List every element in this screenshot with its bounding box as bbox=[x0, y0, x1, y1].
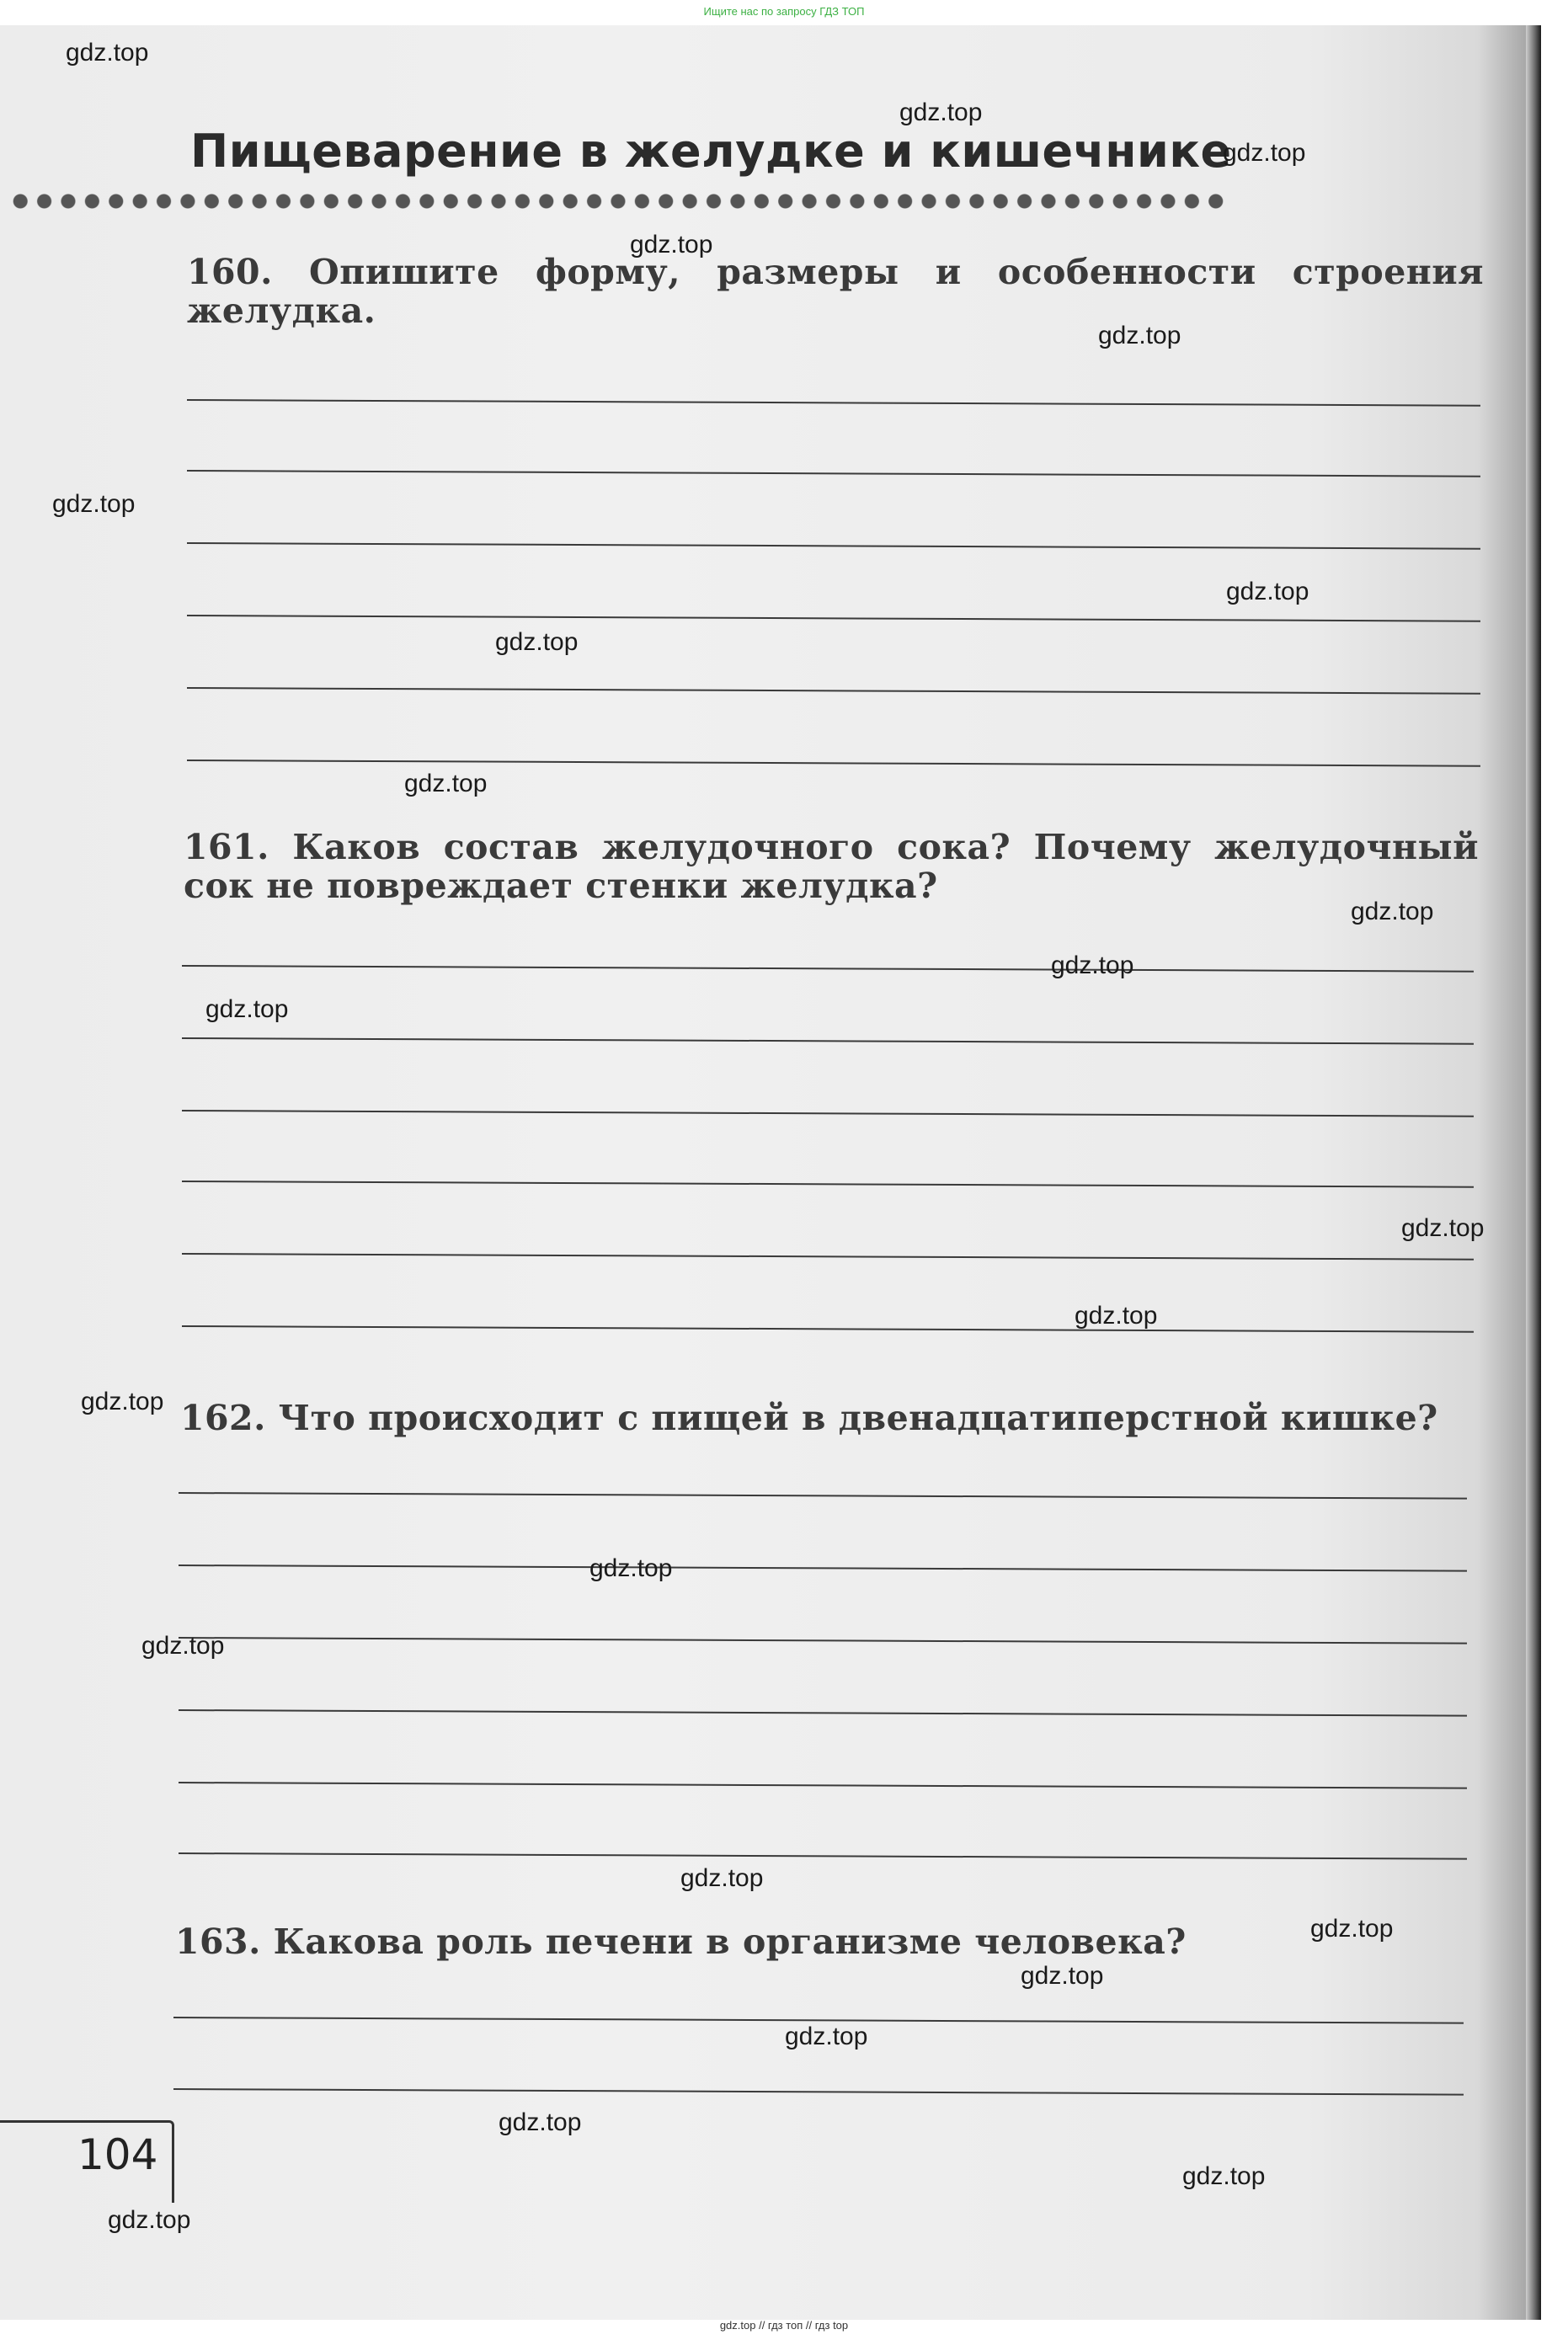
question-163: 163. Какова роль печени в организме человека? bbox=[175, 1922, 1187, 1962]
watermark: gdz.top bbox=[1021, 1962, 1104, 1990]
watermark: gdz.top bbox=[108, 2206, 191, 2234]
top-banner[interactable]: Ищите нас по запросу ГДЗ ТОП bbox=[703, 5, 865, 18]
page-binding-edge bbox=[1526, 25, 1541, 2320]
question-162: 162. Что происходит с пищей в двенадцатиперстной кишке? bbox=[180, 1398, 1438, 1438]
page-sheet bbox=[0, 25, 1539, 2320]
watermark: gdz.top bbox=[1401, 1214, 1485, 1242]
watermark: gdz.top bbox=[1098, 322, 1181, 349]
watermark: gdz.top bbox=[1223, 139, 1306, 167]
question-160: 160. Опишите форму, размеры и особенности строения желудка. bbox=[187, 252, 1484, 331]
watermark: gdz.top bbox=[589, 1554, 673, 1582]
watermark: gdz.top bbox=[1226, 578, 1309, 605]
watermark: gdz.top bbox=[499, 2108, 582, 2136]
watermark: gdz.top bbox=[899, 99, 983, 126]
watermark: gdz.top bbox=[66, 39, 149, 67]
watermark: gdz.top bbox=[1182, 2162, 1266, 2190]
watermark: gdz.top bbox=[205, 995, 289, 1023]
watermark: gdz.top bbox=[52, 490, 136, 518]
watermark: gdz.top bbox=[680, 1864, 764, 1892]
watermark: gdz.top bbox=[495, 628, 579, 656]
watermark: gdz.top bbox=[630, 231, 713, 259]
watermark: gdz.top bbox=[1075, 1302, 1158, 1330]
dotted-divider bbox=[8, 192, 1229, 211]
watermark: gdz.top bbox=[785, 2023, 868, 2050]
watermark: gdz.top bbox=[81, 1388, 164, 1415]
watermark: gdz.top bbox=[141, 1632, 225, 1660]
bottom-banner[interactable]: gdz.top // гдз топ // гдз top bbox=[719, 2319, 849, 2332]
watermark: gdz.top bbox=[1051, 951, 1134, 979]
watermark: gdz.top bbox=[1351, 898, 1434, 925]
watermark: gdz.top bbox=[404, 770, 488, 797]
watermark: gdz.top bbox=[1310, 1915, 1394, 1943]
section-title: Пищеварение в желудке и кишечнике bbox=[190, 125, 1232, 178]
page-number: 104 bbox=[77, 2130, 158, 2179]
question-161: 161. Каков состав желудочного сока? Почему желудочный сок не повреждает стенки желудка? bbox=[184, 827, 1479, 906]
